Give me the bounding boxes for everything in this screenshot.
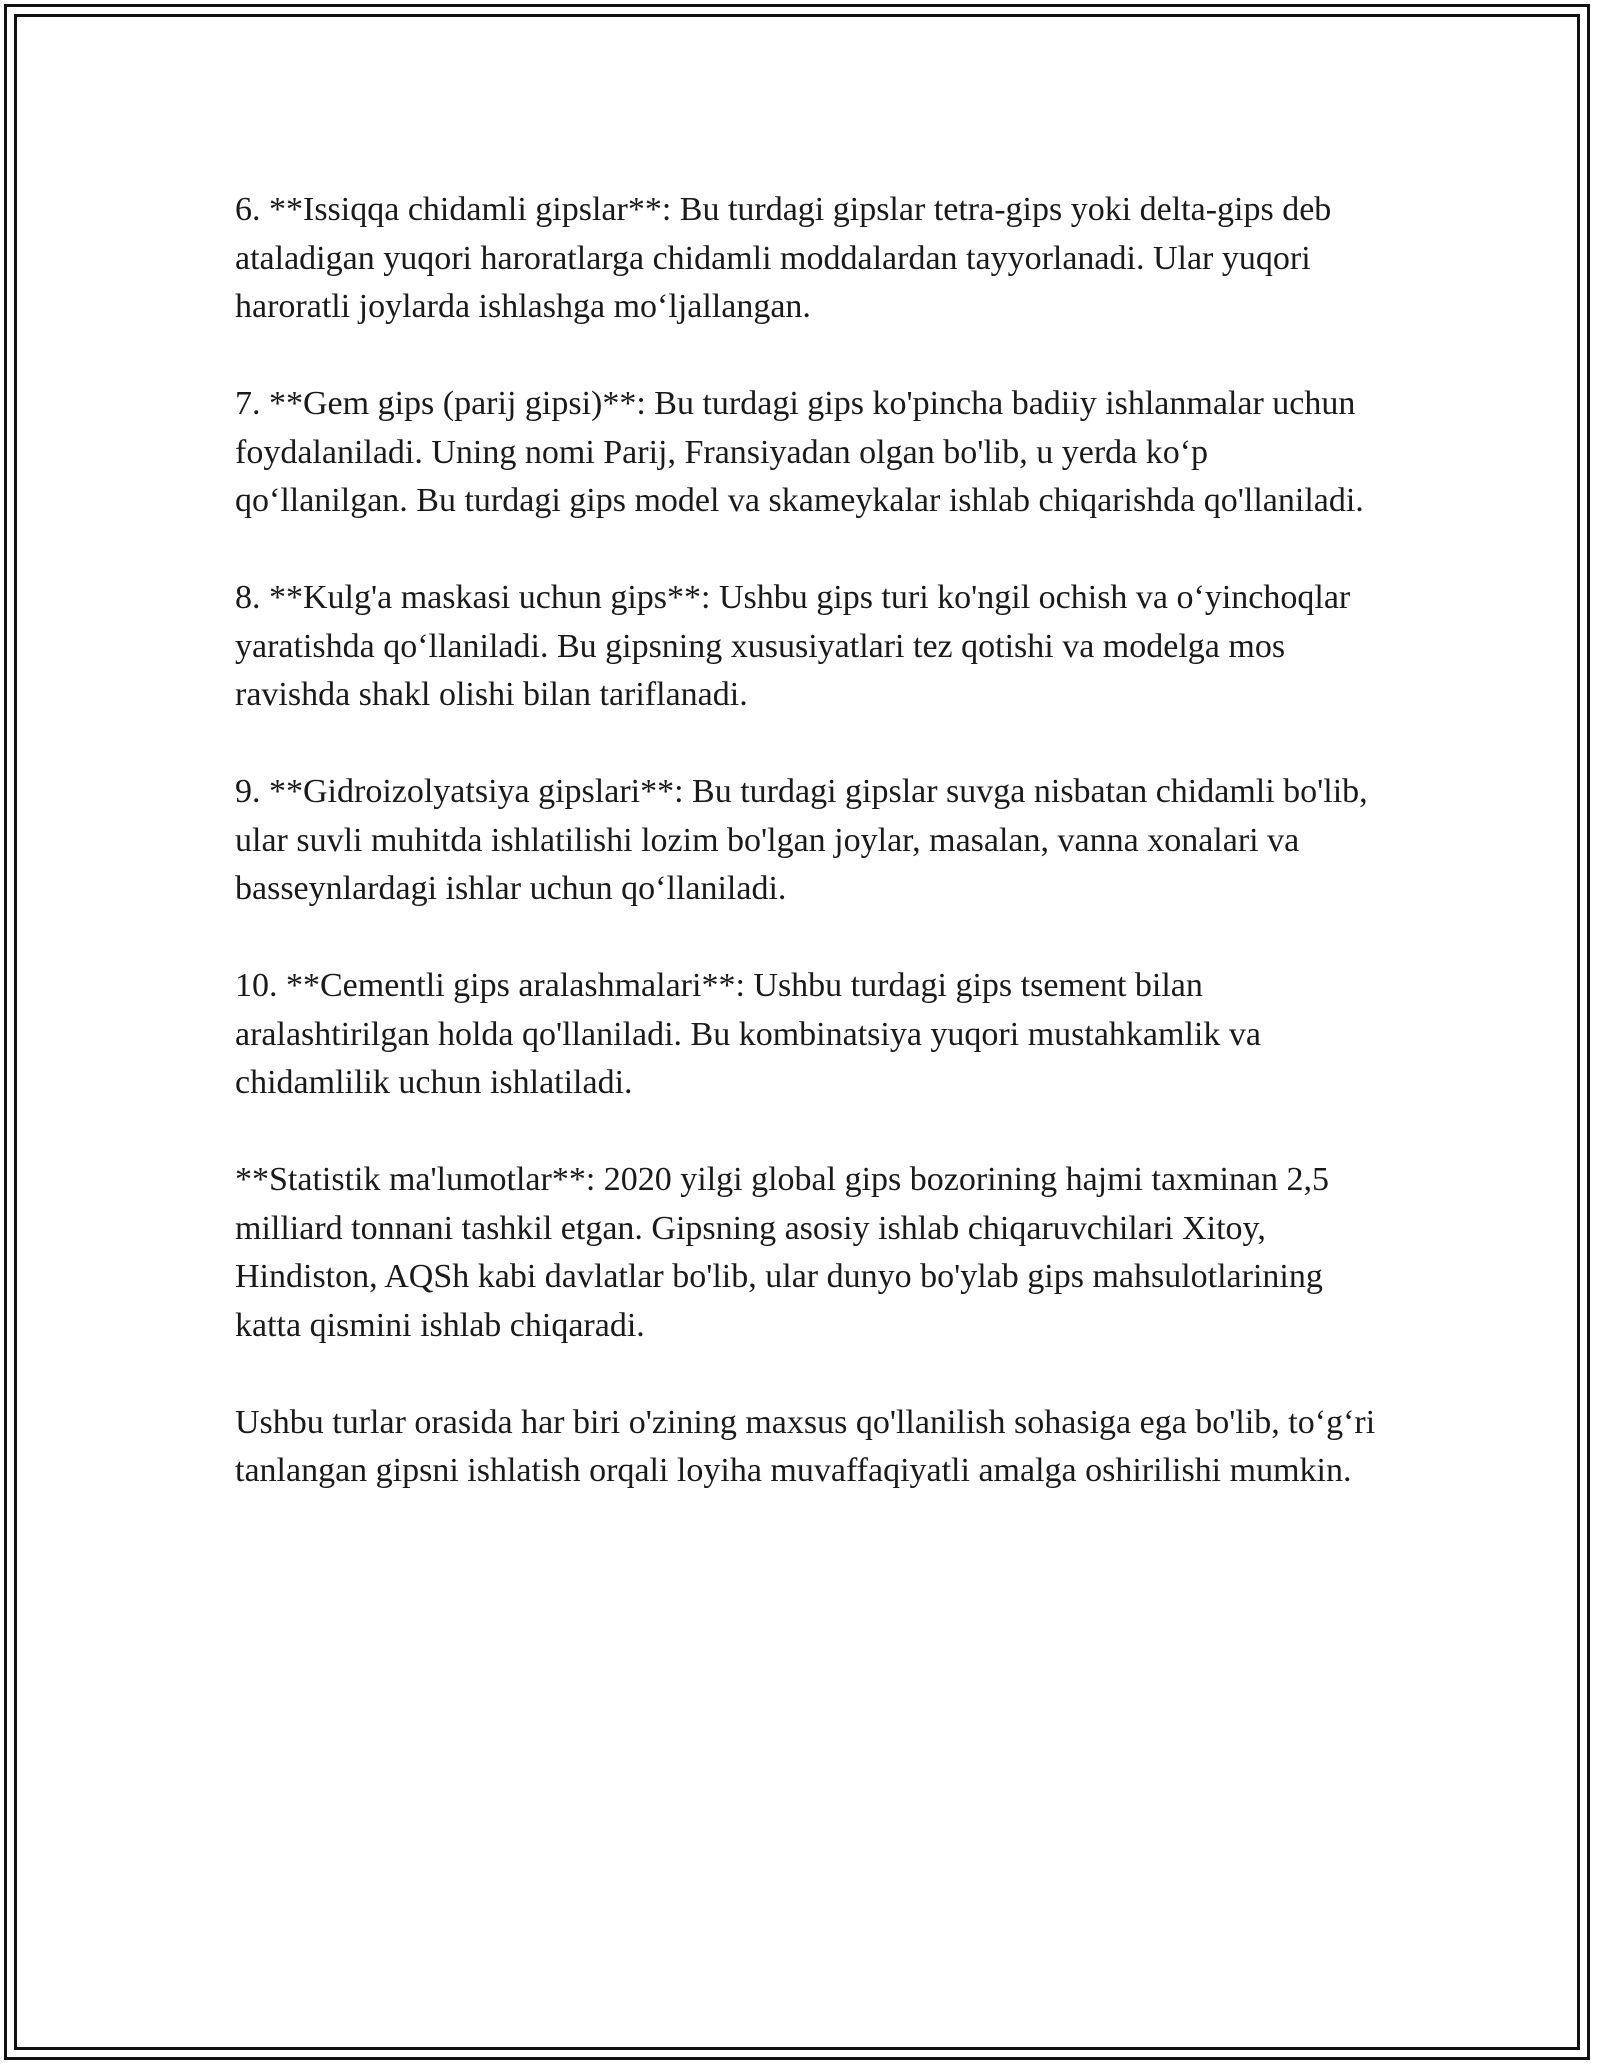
paragraph-conclusion: Ushbu turlar orasida har biri o'zining maxsus qo'llanilish sohasiga ega bo'lib, to‘g‘ri tanlangan gipsni ishlatish orqali loyiha muvaffaqiyatli amalga oshirilishi mumkin. (235, 1403, 1376, 1489)
document-body (235, 186, 1385, 1544)
paragraph-7-gem-gypsum: 7. **Gem gips (parij gipsi)**: Bu turdagi gips ko'pincha badiiy ishlanmalar uchun foydalaniladi. Uning nomi Parij, Fransiyadan olgan bo'lib, u yerda ko‘p qo‘llanilgan. Bu turdagi gips model va skameykalar ishlab chiqarishda qo'llaniladi. (235, 385, 1364, 519)
paragraph-8-mask-gypsum: 8. **Kulg'a maskasi uchun gips**: Ushbu gips turi ko'ngil ochish va o‘yinchoqlar yaratishda qo‘llaniladi. Bu gipsning xususiyatlari tez qotishi va modelga mos ravishda shakl olishi bilan tariflanadi. (235, 579, 1351, 713)
paragraph-6-heat-resistant-gypsum: 6. **Issiqqa chidamli gipslar**: Bu turdagi gipslar tetra-gips yoki delta-gips deb ataladigan yuqori haroratlarga chidamli moddalardan tayyorlanadi. Ular yuqori haroratli joylarda ishlashga mo‘ljallangan. (235, 191, 1332, 325)
paragraph-9-waterproofing-gypsum: 9. **Gidroizolyatsiya gipslari**: Bu turdagi gipslar suvga nisbatan chidamli bo'lib, ular suvli muhitda ishlatilishi lozim bo'lgan joylar, masalan, vanna xonalari va basseynlardagi ishlar uchun qo‘llaniladi. (235, 773, 1368, 907)
paragraph-10-cement-gypsum: 10. **Cementli gips aralashmalari**: Ushbu turdagi gips tsement bilan aralashtirilgan holda qo'llaniladi. Bu kombinatsiya yuqori mustahkamlik va chidamlilik uchun ishlatiladi. (235, 967, 1261, 1101)
paragraph-statistics: **Statistik ma'lumotlar**: 2020 yilgi global gips bozorining hajmi taxminan 2,5 milliard tonnani tashkil etgan. Gipsning asosiy ishlab chiqaruvchilari Xitoy, Hindiston, AQSh kabi davlatlar bo'lib, ular dunyo bo'ylab gips mahsulotlarining katta qismini ishlab chiqaradi. (235, 1161, 1330, 1344)
